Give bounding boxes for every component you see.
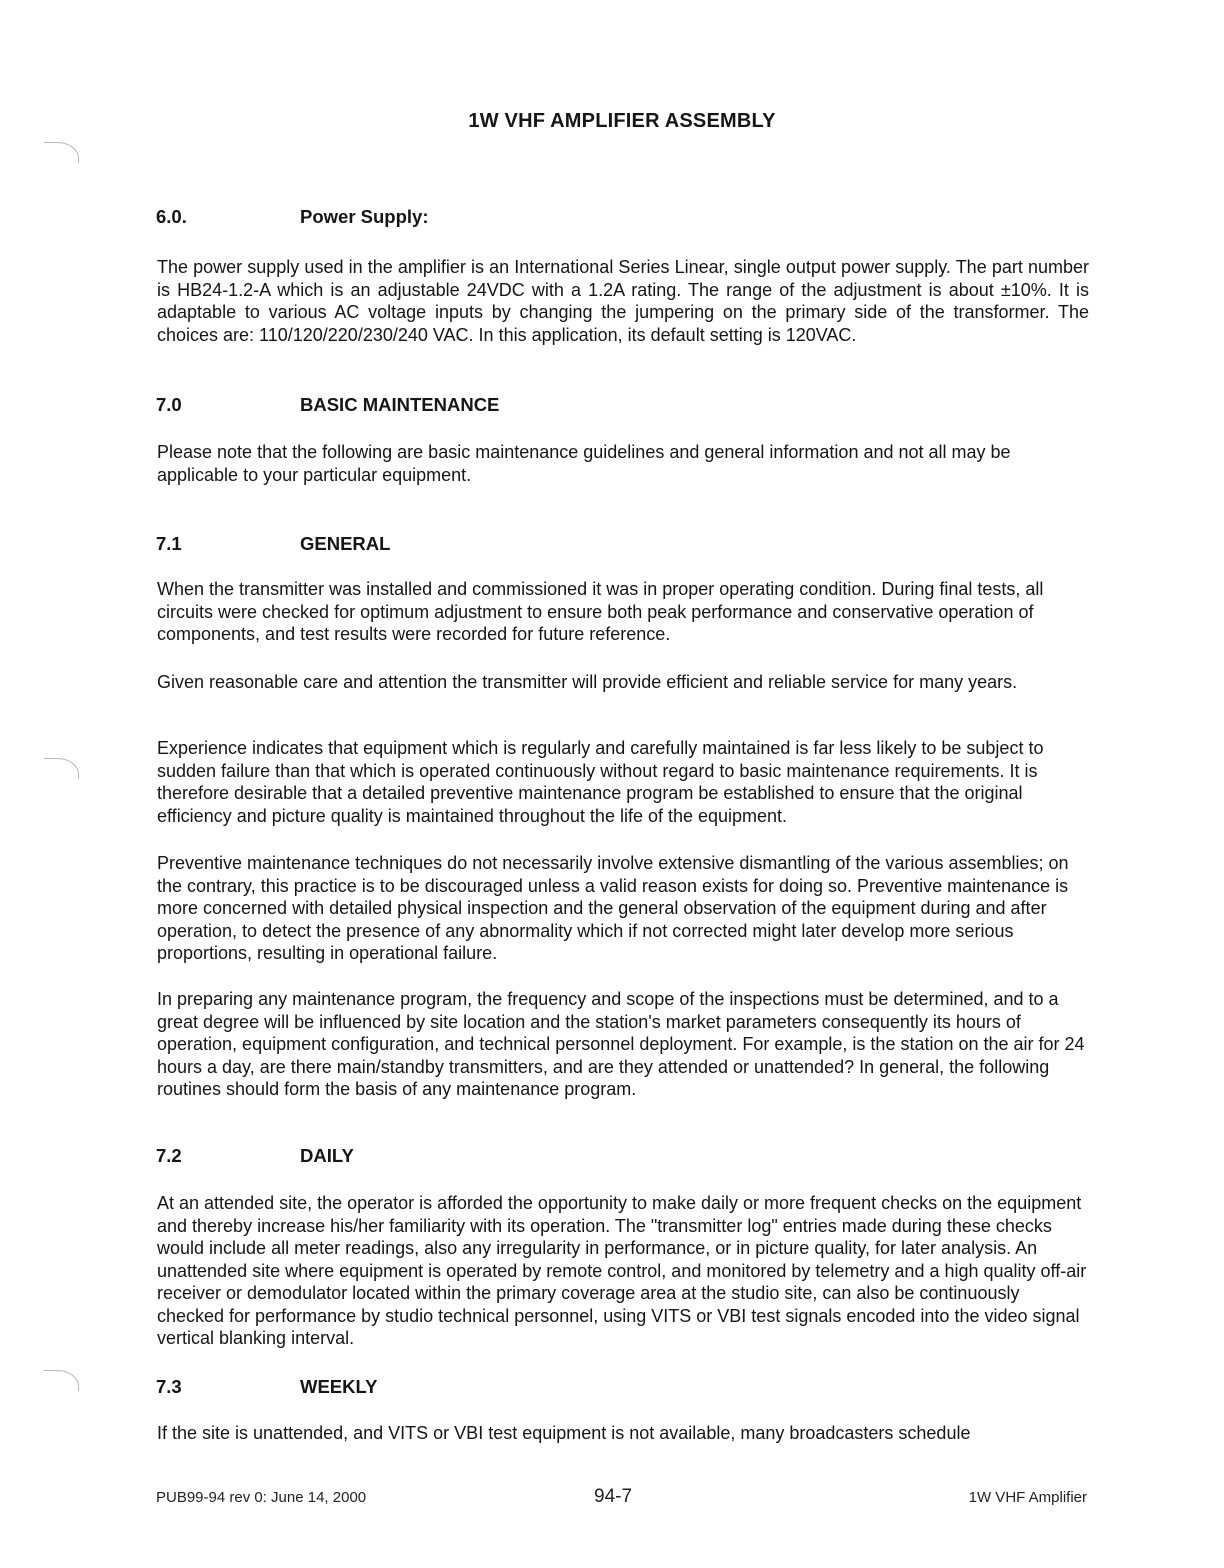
paragraph: When the transmitter was installed and commissioned it was in proper operating condition. During final tests, all circuits were checked for optimum adjustment to ensure both peak performance and conservative operation of components, and test results were recorded for future reference. bbox=[157, 579, 1044, 644]
section-heading-6-0 bbox=[156, 206, 429, 228]
binding-hole-mark bbox=[44, 1370, 79, 1391]
paragraph: Preventive maintenance techniques do not necessarily involve extensive dismantling of the various assemblies; on the contrary, this practice is to be discouraged unless a valid reason exists for doing so. Preventive maintenance is more concerned with detailed physical inspection and the general observation of the equipment during and after operation, to detect the presence of any abnormality which if not corrected might later develop more serious proportions, resulting in operational failure. bbox=[157, 853, 1069, 963]
section-number: 7.1 bbox=[156, 533, 182, 554]
page-title: 1W VHF AMPLIFIER ASSEMBLY bbox=[468, 110, 776, 132]
paragraph: The power supply used in the amplifier is an International Series Linear, single output power supply. The part number is HB24-1.2-A which is an adjustable 24VDC with a 1.2A rating. The range of the adjustment is about ±10%. It is adaptable to various AC voltage inputs by changing the jumpering on the primary side of the transformer. The choices are: 110/120/220/230/240 VAC. In this application, its default setting is 120VAC. bbox=[157, 257, 1089, 345]
section-title: GENERAL bbox=[300, 533, 391, 554]
footer-publication: PUB99-94 rev 0: June 14, 2000 bbox=[156, 1489, 367, 1506]
section-number: 7.0 bbox=[156, 394, 182, 415]
paragraph: At an attended site, the operator is afforded the opportunity to make daily or more frequent checks on the equipment and thereby increase his/her familiarity with its operation. The "transmitter log" entries made during these checks would include all meter readings, also any irregularity in performance, or in picture quality, for later analysis. An unattended site where equipment is operated by remote control, and monitored by telemetry and a high quality off-air receiver or demodulator located within the primary coverage area at the studio site, can also be continuously checked for performance by studio technical personnel, using VITS or VBI test signals encoded into the video signal vertical blanking interval. bbox=[157, 1193, 1087, 1348]
section-number: 7.3 bbox=[156, 1376, 182, 1397]
section-title: Power Supply: bbox=[300, 206, 429, 227]
section-number: 6.0. bbox=[156, 206, 187, 227]
binding-hole-mark bbox=[44, 142, 79, 163]
section-title: WEEKLY bbox=[300, 1376, 378, 1397]
paragraph: Experience indicates that equipment which is regularly and carefully maintained is far less likely to be subject to sudden failure than that which is operated continuously without regard to basic maintenance requirements. It is therefore desirable that a detailed preventive maintenance program be established to ensure that the original efficiency and picture quality is maintained throughout the life of the equipment. bbox=[157, 738, 1044, 826]
paragraph: Please note that the following are basic maintenance guidelines and general information and not all may be applicable to your particular equipment. bbox=[157, 442, 1011, 485]
binding-hole-mark bbox=[44, 758, 79, 779]
footer-document-title: 1W VHF Amplifier bbox=[968, 1489, 1087, 1506]
section-heading-7-0 bbox=[156, 394, 499, 416]
paragraph: In preparing any maintenance program, the frequency and scope of the inspections must be determined, and to a great degree will be influenced by site location and the station's market parameters consequently its hours of operation, equipment configuration, and technical personnel deployment. For example, is the station on the air for 24 hours a day, are there main/standby transmitters, and are they attended or unattended? In general, the following routines should form the basis of any maintenance program. bbox=[157, 989, 1085, 1099]
section-heading-7-2 bbox=[156, 1145, 354, 1167]
footer-page-number: 94-7 bbox=[594, 1486, 633, 1507]
section-title: DAILY bbox=[300, 1145, 354, 1166]
section-title: BASIC MAINTENANCE bbox=[300, 394, 500, 415]
section-number: 7.2 bbox=[156, 1145, 182, 1166]
section-heading-7-1 bbox=[156, 533, 390, 555]
paragraph: If the site is unattended, and VITS or VBI test equipment is not available, many broadcasters schedule bbox=[157, 1423, 971, 1443]
section-heading-7-3 bbox=[156, 1376, 377, 1398]
paragraph: Given reasonable care and attention the transmitter will provide efficient and reliable service for many years. bbox=[157, 672, 1018, 692]
